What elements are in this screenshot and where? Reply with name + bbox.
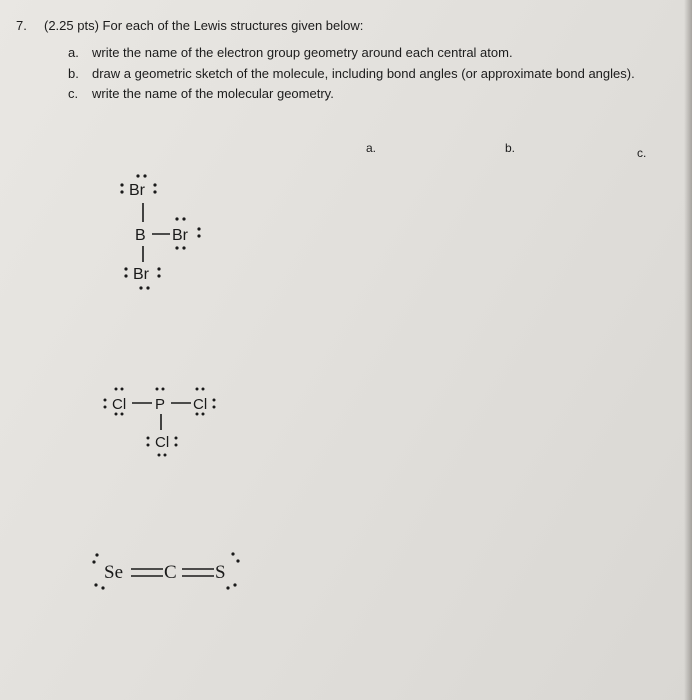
column-b-heading: b. xyxy=(505,141,516,155)
bbr3-right-atom: Br xyxy=(172,227,188,244)
question-number: 7. xyxy=(16,18,27,33)
question-prompt: (2.25 pts) For each of the Lewis structures given below: xyxy=(44,18,364,33)
part-a-text: write the name of the electron group geometry around each central atom. xyxy=(92,45,513,60)
pcl3-left-atom: Cl xyxy=(112,396,127,413)
part-c-letter: c. xyxy=(68,86,79,101)
bbr3-top-atom: Br xyxy=(129,182,145,199)
csse-center-atom: C xyxy=(164,562,177,583)
csse-left-atom: Se xyxy=(104,562,123,583)
part-b-letter: b. xyxy=(68,66,79,81)
column-c-heading: c. xyxy=(637,146,647,160)
bbr3-center-atom: B xyxy=(135,227,146,244)
pcl3-center-atom: P xyxy=(155,396,166,413)
part-a-letter: a. xyxy=(68,45,79,60)
part-c-text: write the name of the molecular geometry. xyxy=(92,86,334,101)
csse-right-atom: S xyxy=(215,562,226,583)
part-b-text: draw a geometric sketch of the molecule, including bond angles (or approximate bond angles). xyxy=(92,66,635,81)
column-a-heading: a. xyxy=(366,141,377,155)
pcl3-bottom-atom: Cl xyxy=(155,434,170,451)
bbr3-bottom-atom: Br xyxy=(133,266,149,283)
pcl3-right-atom: Cl xyxy=(193,396,208,413)
